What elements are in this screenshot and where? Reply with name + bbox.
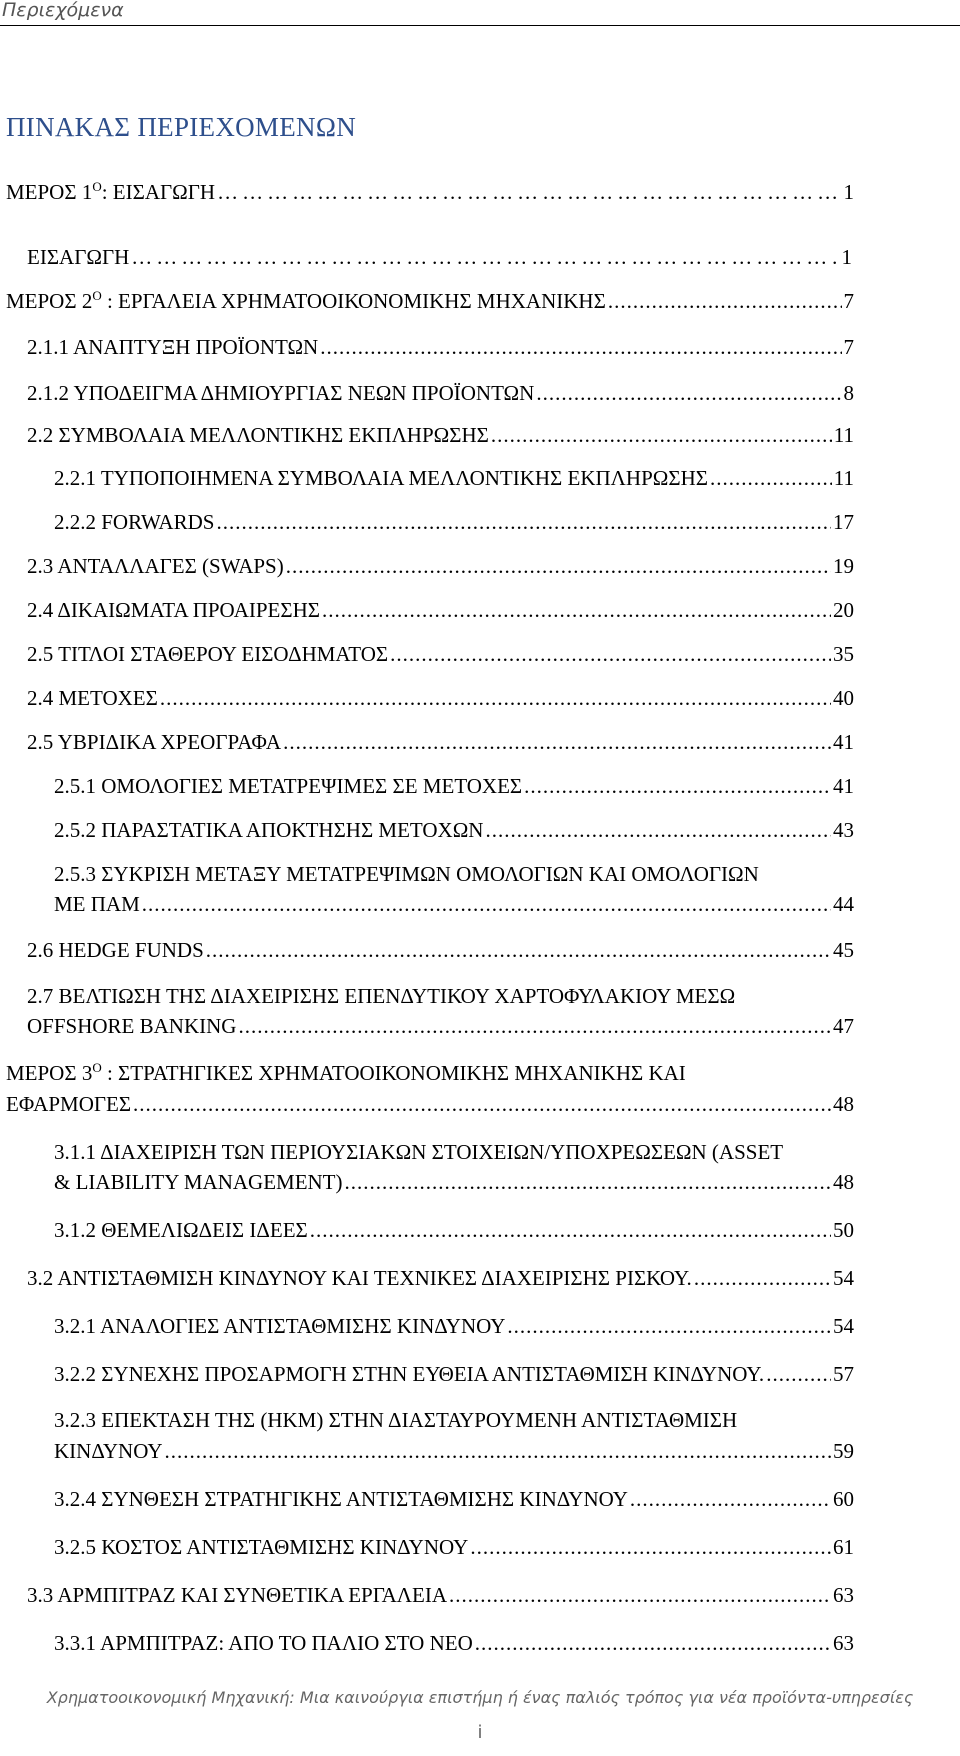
toc-page-number: 1 bbox=[841, 245, 852, 269]
toc-page-number: 54 bbox=[833, 1314, 854, 1338]
toc-entry-text: 2.5.1 ΟΜΟΛΟΓΙΕΣ ΜΕΤΑΤΡΕΨΙΜΕΣ ΣΕ ΜΕΤΟΧΕΣ bbox=[54, 774, 523, 798]
toc-entry[interactable] bbox=[54, 1437, 854, 1465]
toc-entry-text: 3.1.2 ΘΕΜΕΛΙΩΔΕΙΣ ΙΔΕΕΣ bbox=[54, 1218, 308, 1242]
toc-entry[interactable] bbox=[27, 421, 854, 449]
toc-page-number: 43 bbox=[833, 818, 854, 842]
toc-entry-text: 2.5 ΤΙΤΛΟΙ ΣΤΑΘΕΡΟΥ ΕΙΣΟΔΗΜΑΤΟΣ bbox=[27, 642, 389, 666]
toc-page-number: 50 bbox=[833, 1218, 854, 1242]
toc-entry-text: 2.4 ΔΙΚΑΙΩΜΑΤΑ ΠΡΟΑΙΡΕΣΗΣ bbox=[27, 598, 320, 622]
toc-entry-text: 3.2.5 ΚΟΣΤΟΣ ΑΝΤΙΣΤΑΘΜΙΣΗΣ ΚΙΝΔΥΝΟΥ bbox=[54, 1535, 469, 1559]
toc-entry-text: 2.3 ΑΝΤΑΛΛΑΓΕΣ (SWAPS) bbox=[27, 554, 284, 578]
toc-leader bbox=[630, 1485, 831, 1513]
toc-leader bbox=[160, 684, 831, 712]
toc-entry-first-line[interactable]: 2.7 ΒΕΛΤΙΩΣΗ ΤΗΣ ΔΙΑΧΕΙΡΙΣΗΣ ΕΠΕΝΔΥΤΙΚΟΥ ΧΑΡΤΟΦΥΛΑΚΙΟΥ ΜΕΣΩ bbox=[27, 984, 736, 1008]
toc-entry[interactable] bbox=[27, 596, 854, 624]
toc-leader bbox=[507, 1312, 831, 1340]
toc-leader bbox=[390, 640, 831, 668]
toc-leader bbox=[142, 890, 831, 918]
toc-leader bbox=[475, 1629, 831, 1657]
toc-leader bbox=[238, 1012, 831, 1040]
toc-page-number: 7 bbox=[843, 335, 854, 359]
toc-entry-text: & LIABILITY MANAGEMENT) bbox=[54, 1170, 343, 1194]
toc-entry-text: 3.2.2 ΣΥΝΕΧΗΣ ΠΡΟΣΑΡΜΟΓΗ ΣΤΗΝ ΕΥΘΕΙΑ ΑΝΤΙΣΤΑΘΜΙΣΗ ΚΙΝΔΥΝΟΥ. bbox=[54, 1362, 765, 1386]
toc-leader bbox=[470, 1533, 831, 1561]
toc-leader bbox=[133, 1090, 831, 1118]
toc-page-number: 47 bbox=[833, 1014, 854, 1038]
toc-leader bbox=[310, 1216, 831, 1244]
toc-page-number: 1 bbox=[843, 180, 854, 204]
toc-leader bbox=[491, 421, 832, 449]
toc-entry[interactable] bbox=[27, 640, 854, 668]
toc-leader bbox=[536, 379, 841, 407]
toc-entry[interactable] bbox=[27, 1581, 854, 1609]
toc-entry-text: ΜΕ ΠΑΜ bbox=[54, 892, 140, 916]
toc-leader bbox=[286, 552, 831, 580]
toc-entry-text: 3.3.1 ΑΡΜΠΙΤΡΑΖ: ΑΠΟ ΤΟ ΠΑΛΙΟ ΣΤΟ ΝΕΟ bbox=[54, 1631, 473, 1655]
toc-entry[interactable] bbox=[54, 1485, 854, 1513]
toc-leader bbox=[485, 816, 831, 844]
toc-leader bbox=[165, 1437, 832, 1465]
toc-page-number: 35 bbox=[833, 642, 854, 666]
toc-entry-first-line[interactable]: 3.1.1 ΔΙΑΧΕΙΡΙΣΗ ΤΩΝ ΠΕΡΙΟΥΣΙΑΚΩΝ ΣΤΟΙΧΕΙΩΝ/ΥΠΟΧΡΕΩΣΕΩΝ (ASSET bbox=[54, 1140, 784, 1164]
toc-page-number: 54 bbox=[833, 1266, 854, 1290]
toc-entry-text: ΜΕΡΟΣ $2^O$ : ΕΡΓΑΛΕΙΑ ΧΡΗΜΑΤΟΟΙΚΟΝΟΜΙΚΗΣ ΜΗΧΑΝΙΚΗΣ bbox=[6, 288, 606, 313]
toc-entry[interactable] bbox=[54, 1312, 854, 1340]
toc-leader bbox=[710, 464, 832, 492]
toc-entry-text: ΕΙΣΑΓΩΓΗ bbox=[27, 245, 130, 269]
toc-entry[interactable] bbox=[6, 1090, 854, 1118]
toc-page-number: 11 bbox=[833, 466, 854, 490]
page-header bbox=[0, 0, 960, 26]
toc-page-number: 63 bbox=[833, 1583, 854, 1607]
toc-entry[interactable] bbox=[54, 1168, 854, 1196]
toc-page-number: 45 bbox=[833, 938, 854, 962]
toc-entry-text: ΕΦΑΡΜΟΓΕΣ bbox=[6, 1092, 132, 1116]
toc-entry-text: 2.2.1 ΤΥΠΟΠΟΙΗΜΕΝΑ ΣΥΜΒΟΛΑΙΑ ΜΕΛΛΟΝΤΙΚΗΣ ΕΚΠΛΗΡΩΣΗΣ bbox=[54, 466, 708, 490]
toc-entry-first-line[interactable]: 3.2.3 ΕΠΕΚΤΑΣΗ ΤΗΣ (ΗΚΜ) ΣΤΗΝ ΔΙΑΣΤΑΥΡΟΥΜΕΝΗ ΑΝΤΙΣΤΑΘΜΙΣΗ bbox=[54, 1408, 738, 1432]
toc-entry-text: 2.5 ΥΒΡΙΔΙΚΑ ΧΡΕΟΓΡΑΦΑ bbox=[27, 730, 282, 754]
toc-page-number: 60 bbox=[833, 1487, 854, 1511]
toc-page-number: 40 bbox=[833, 686, 854, 710]
toc-leader bbox=[766, 1360, 831, 1388]
toc-page-number: 59 bbox=[833, 1439, 854, 1463]
toc-entry-text: 3.3 ΑΡΜΠΙΤΡΑΖ ΚΑΙ ΣΥΝΘΕΤΙΚΑ ΕΡΓΑΛΕΙΑ bbox=[27, 1583, 447, 1607]
toc-page-number: 61 bbox=[833, 1535, 854, 1559]
toc-entry[interactable] bbox=[54, 1216, 854, 1244]
toc-entry-text: 2.6 HEDGE FUNDS bbox=[27, 938, 204, 962]
toc-page-number: 63 bbox=[833, 1631, 854, 1655]
running-footer: Χρηματοοικονομική Μηχανική: Μια καινούργια επιστήμη ή ένας παλιός τρόπος για νέα προϊόντα-υπηρεσίες bbox=[46, 1688, 914, 1707]
running-header: Περιεχόμενα bbox=[2, 0, 124, 21]
toc-page-number: 7 bbox=[843, 289, 854, 313]
toc-leader bbox=[217, 178, 841, 206]
toc-page-number: 48 bbox=[833, 1170, 854, 1194]
toc-entry[interactable] bbox=[54, 1629, 854, 1657]
toc-entry[interactable] bbox=[54, 772, 854, 800]
toc-entry[interactable] bbox=[27, 1012, 854, 1040]
toc-entry-text: 2.2 ΣΥΜΒΟΛΑΙΑ ΜΕΛΛΟΝΤΙΚΗΣ ΕΚΠΛΗΡΩΣΗΣ bbox=[27, 423, 489, 447]
toc-leader bbox=[608, 287, 842, 315]
toc-entry[interactable] bbox=[54, 816, 854, 844]
toc-entry[interactable] bbox=[27, 333, 854, 361]
toc-entry[interactable] bbox=[27, 243, 852, 271]
toc-entry-text: 3.2.4 ΣΥΝΘΕΣΗ ΣΤΡΑΤΗΓΙΚΗΣ ΑΝΤΙΣΤΑΘΜΙΣΗΣ ΚΙΝΔΥΝΟΥ bbox=[54, 1487, 628, 1511]
toc-entry-text: 2.2.2 FORWARDS bbox=[54, 510, 215, 534]
toc-page-number: 11 bbox=[833, 423, 854, 447]
toc-page-number: 44 bbox=[833, 892, 854, 916]
toc-entry-text: 3.2 ΑΝΤΙΣΤΑΘΜΙΣΗ ΚΙΝΔΥΝΟΥ ΚΑΙ ΤΕΧΝΙΚΕΣ ΔΙΑΧΕΙΡΙΣΗΣ ΡΙΣΚΟΥ. bbox=[27, 1266, 692, 1290]
toc-page-number: 41 bbox=[833, 774, 854, 798]
page-number: i bbox=[477, 1722, 483, 1743]
toc-page-number: 17 bbox=[833, 510, 854, 534]
toc-entry-text: OFFSHORE BANKING bbox=[27, 1014, 237, 1038]
toc-leader bbox=[694, 1264, 831, 1292]
toc-entry[interactable] bbox=[54, 464, 854, 492]
toc-entry[interactable] bbox=[6, 178, 854, 206]
toc-title: ΠΙΝΑΚΑΣ ΠΕΡΙΕΧΟΜΕΝΩΝ bbox=[6, 112, 356, 142]
toc-leader bbox=[449, 1581, 831, 1609]
toc-page-number: 57 bbox=[833, 1362, 854, 1386]
toc-entry-text: ΚΙΝΔΥΝΟΥ bbox=[54, 1439, 163, 1463]
toc-page-number: 20 bbox=[833, 598, 854, 622]
toc-page-number: 48 bbox=[833, 1092, 854, 1116]
toc-page-number: 19 bbox=[833, 554, 854, 578]
toc-entry-text: 2.4 ΜΕΤΟΧΕΣ bbox=[27, 686, 158, 710]
toc-leader bbox=[283, 728, 831, 756]
toc-leader bbox=[320, 333, 841, 361]
toc-leader bbox=[206, 936, 831, 964]
toc-entry[interactable] bbox=[54, 508, 854, 536]
toc-entry[interactable] bbox=[27, 728, 854, 756]
toc-entry[interactable] bbox=[27, 936, 854, 964]
toc-entry-text: 2.1.1 ΑΝΑΠΤΥΞΗ ΠΡΟΪΟΝΤΩΝ bbox=[27, 335, 319, 359]
toc-entry[interactable] bbox=[54, 1360, 854, 1388]
toc-page-number: 8 bbox=[843, 381, 854, 405]
toc-entry[interactable] bbox=[6, 287, 854, 315]
toc-entry-text: ΜΕΡΟΣ $1^O$: ΕΙΣΑΓΩΓΗ bbox=[6, 179, 216, 204]
toc-entry[interactable] bbox=[54, 1533, 854, 1561]
toc-entry[interactable] bbox=[27, 684, 854, 712]
toc-entry-first-line[interactable]: ΜΕΡΟΣ $3^O$ : ΣΤΡΑΤΗΓΙΚΕΣ ΧΡΗΜΑΤΟΟΙΚΟΝΟΜΙΚΗΣ ΜΗΧΑΝΙΚΗΣ ΚΑΙ bbox=[6, 1060, 686, 1085]
toc-entry-text: 3.2.1 ΑΝΑΛΟΓΙΕΣ ΑΝΤΙΣΤΑΘΜΙΣΗΣ ΚΙΝΔΥΝΟΥ bbox=[54, 1314, 506, 1338]
toc-page-number: 41 bbox=[833, 730, 854, 754]
toc-entry[interactable] bbox=[27, 552, 854, 580]
toc-entry[interactable] bbox=[54, 890, 854, 918]
toc-leader bbox=[524, 772, 831, 800]
toc-entry-text: 2.5.2 ΠΑΡΑΣΤΑΤΙΚΑ ΑΠΟΚΤΗΣΗΣ ΜΕΤΟΧΩΝ bbox=[54, 818, 484, 842]
toc-leader bbox=[216, 508, 831, 536]
toc-leader bbox=[131, 243, 839, 271]
toc-entry-first-line[interactable]: 2.5.3 ΣΥΚΡΙΣΗ ΜΕΤΑΞΥ ΜΕΤΑΤΡΕΨΙΜΩΝ ΟΜΟΛΟΓΙΩΝ ΚΑΙ ΟΜΟΛΟΓΙΩΝ bbox=[54, 862, 759, 886]
toc-entry[interactable] bbox=[27, 379, 854, 407]
toc-leader bbox=[345, 1168, 831, 1196]
toc-entry[interactable] bbox=[27, 1264, 854, 1292]
toc-entry-text: 2.1.2 ΥΠΟΔΕΙΓΜΑ ΔΗΜΙΟΥΡΓΙΑΣ ΝΕΩΝ ΠΡΟΪΟΝΤΩΝ bbox=[27, 381, 535, 405]
toc-leader bbox=[322, 596, 831, 624]
